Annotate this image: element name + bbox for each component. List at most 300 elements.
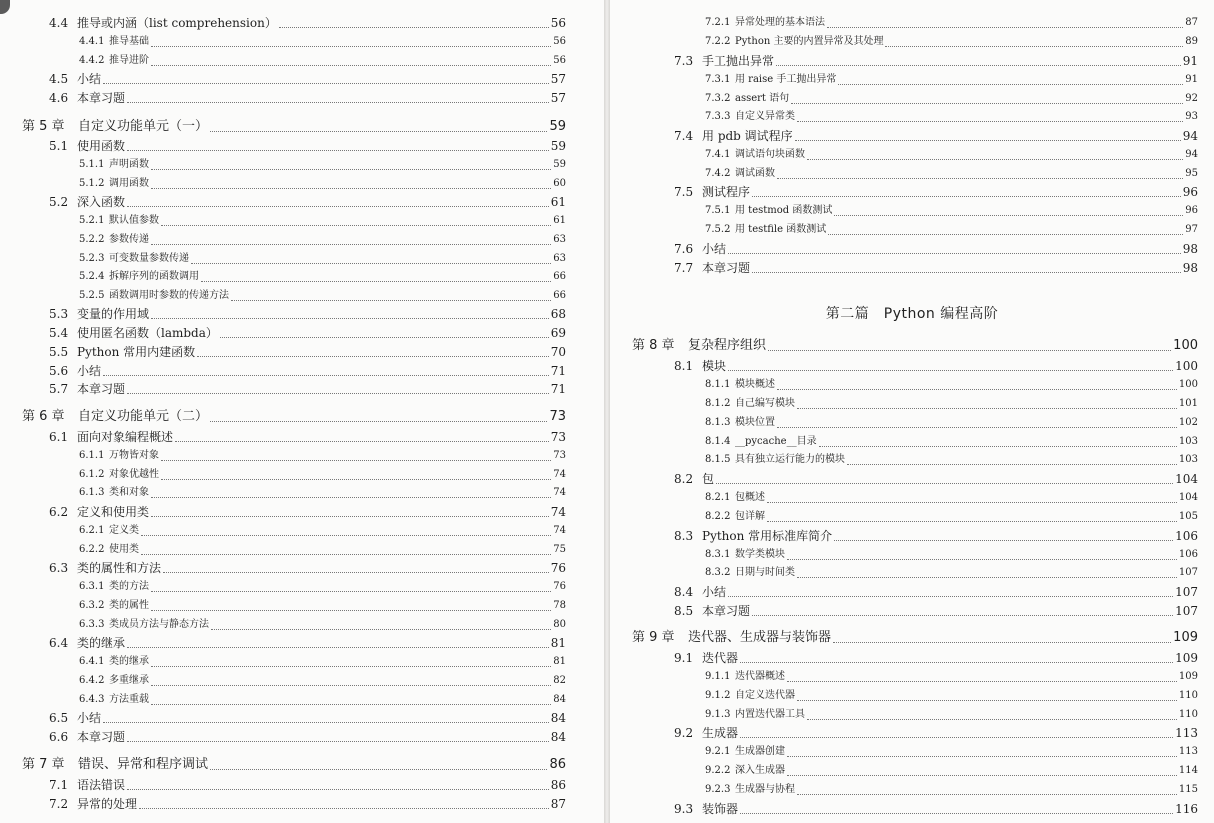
toc-dot-leader <box>141 534 551 536</box>
toc-dot-leader <box>797 793 1177 795</box>
toc-dot-leader <box>127 740 549 742</box>
toc-entry-title: 默认值参数 <box>109 215 159 226</box>
toc-entry-page: 63 <box>553 234 566 245</box>
toc-dot-leader <box>139 807 549 809</box>
toc-entry-page: 94 <box>1182 129 1198 143</box>
toc-entry-number: 8.1.1 <box>705 379 731 390</box>
toc-entry <box>79 541 566 559</box>
toc-entry <box>674 724 1198 742</box>
toc-entry-number: 6.4 <box>49 636 69 650</box>
toc-entry-title: 类的属性 <box>109 600 149 611</box>
toc-entry-number: 4.4 <box>49 16 69 30</box>
toc-entry <box>632 337 1198 355</box>
toc-entry-page: 68 <box>550 307 566 321</box>
toc-entry-title: 日期与时间类 <box>735 567 795 578</box>
toc-entry-number: 7.3.3 <box>705 111 731 122</box>
toc-entry-number: 9.1.1 <box>705 671 731 682</box>
toc-dot-leader <box>777 426 1177 428</box>
toc-entry-title: 生成器 <box>702 726 739 740</box>
toc-entry <box>79 466 566 484</box>
toc-entry-number: 9.2.3 <box>705 784 731 795</box>
toc-entry-title: 方法重载 <box>109 694 149 705</box>
toc-entry-title: 调试语句块函数 <box>735 149 805 160</box>
toc-entry <box>79 268 566 286</box>
toc-entry <box>49 137 566 155</box>
toc-dot-leader <box>151 45 551 47</box>
toc-entry-page: 98 <box>1182 261 1198 275</box>
toc-entry-page: 84 <box>550 730 566 744</box>
toc-entry-number: 5.2.1 <box>79 215 105 226</box>
toc-entry-page: 74 <box>553 525 566 536</box>
toc-entry-number: 8.3.2 <box>705 567 731 578</box>
toc-entry-page: 91 <box>1185 74 1198 85</box>
toc-entry-page: 61 <box>553 215 566 226</box>
toc-entry <box>49 728 566 746</box>
toc-entry-title: 类的属性和方法 <box>77 561 162 575</box>
toc-dot-leader <box>161 478 551 480</box>
toc-entry-page: 82 <box>553 675 566 686</box>
toc-entry <box>79 522 566 540</box>
toc-dot-leader <box>201 280 551 282</box>
toc-entry-page: 107 <box>1175 604 1198 618</box>
toc-entry-page: 116 <box>1175 802 1198 816</box>
toc-entry-page: 78 <box>553 600 566 611</box>
toc-entry-number: 9.2 <box>674 726 694 740</box>
toc-entry <box>49 634 566 652</box>
toc-dot-leader <box>807 718 1177 720</box>
toc-entry-page: 73 <box>549 409 566 424</box>
toc-entry <box>705 668 1198 686</box>
toc-entry-number: 8.1 <box>674 359 694 373</box>
toc-entry-number: 7.4.2 <box>705 168 731 179</box>
toc-entry <box>79 212 566 230</box>
toc-dot-leader <box>885 45 1183 47</box>
part-heading: 第二篇 Python 编程高阶 <box>825 306 999 322</box>
toc-entry-number: 9.1.3 <box>705 709 731 720</box>
toc-entry-title: 复杂程序组织 <box>688 338 767 353</box>
toc-entry <box>79 231 566 249</box>
toc-entry <box>705 489 1198 507</box>
toc-entry-number: 6.3.1 <box>79 581 105 592</box>
toc-dot-leader <box>716 482 1173 484</box>
toc-entry <box>705 546 1198 564</box>
toc-entry-number: 5.2.3 <box>79 253 105 264</box>
toc-entry-title: 自定义异常类 <box>735 111 795 122</box>
toc-entry <box>22 118 566 136</box>
toc-entry-title: 用 testmod 函数测试 <box>735 205 833 216</box>
toc-dot-leader <box>103 374 549 376</box>
toc-entry-page: 57 <box>550 72 566 86</box>
toc-entry-page: 73 <box>550 430 566 444</box>
toc-dot-leader <box>797 699 1177 701</box>
toc-entry <box>79 52 566 70</box>
toc-entry-number: 6.6 <box>49 730 69 744</box>
toc-dot-leader <box>151 187 551 189</box>
toc-entry <box>49 14 566 32</box>
toc-entry-title: assert 语句 <box>735 93 790 104</box>
toc-entry <box>79 156 566 174</box>
toc-entry-number: 8.3.1 <box>705 549 731 560</box>
toc-entry-number: 第 8 章 <box>632 338 675 353</box>
toc-entry-title: 异常处理的基本语法 <box>735 17 825 28</box>
toc-entry-number: 5.6 <box>49 364 69 378</box>
toc-entry-page: 74 <box>553 487 566 498</box>
toc-entry-title: 自定义功能单元（一） <box>78 119 209 134</box>
toc-entry-page: 56 <box>553 55 566 66</box>
toc-entry-number: 7.4 <box>674 129 694 143</box>
toc-entry-title: 万物皆对象 <box>109 450 159 461</box>
toc-entry-title: 深入生成器 <box>735 765 785 776</box>
toc-entry-page: 59 <box>549 119 566 134</box>
toc-entry <box>22 756 566 774</box>
toc-entry <box>674 527 1198 545</box>
toc-entry-title: 推导基础 <box>109 36 149 47</box>
toc-entry <box>705 165 1198 183</box>
toc-dot-leader <box>752 195 1181 197</box>
toc-entry-title: 调试函数 <box>735 168 775 179</box>
toc-entry-page: 75 <box>553 544 566 555</box>
toc-entry-title: 定义类 <box>109 525 139 536</box>
toc-entry-number: 6.1.1 <box>79 450 105 461</box>
toc-entry <box>79 484 566 502</box>
toc-entry-title: 自定义功能单元（二） <box>78 409 209 424</box>
toc-dot-leader <box>827 26 1183 28</box>
toc-entry-number: 7.3.2 <box>705 93 731 104</box>
toc-entry-number: 6.3.3 <box>79 619 105 630</box>
toc-entry-number: 9.2.1 <box>705 746 731 757</box>
toc-entry-title: 自己编写模块 <box>735 398 795 409</box>
toc-entry-page: 84 <box>553 694 566 705</box>
toc-dot-leader <box>127 101 549 103</box>
toc-entry-number: 5.1 <box>49 139 69 153</box>
toc-entry-page: 71 <box>550 364 566 378</box>
toc-dot-leader <box>740 661 1173 663</box>
toc-entry-title: Python 主要的内置异常及其处理 <box>735 36 884 47</box>
toc-entry-title: 面向对象编程概述 <box>77 430 174 444</box>
toc-dot-leader <box>279 26 549 28</box>
toc-entry-page: 86 <box>549 757 566 772</box>
toc-entry <box>674 52 1198 70</box>
toc-entry-number: 8.4 <box>674 585 694 599</box>
toc-entry-number: 5.4 <box>49 326 69 340</box>
toc-entry-title: 小结 <box>702 585 727 599</box>
toc-entry <box>674 583 1198 601</box>
toc-dot-leader <box>795 139 1181 141</box>
toc-dot-leader <box>127 392 549 394</box>
toc-entry-title: 使用类 <box>109 544 139 555</box>
toc-entry-number: 7.2 <box>49 797 69 811</box>
toc-entry-title: 类的继承 <box>77 636 126 650</box>
toc-entry-page: 59 <box>553 159 566 170</box>
toc-entry <box>705 376 1198 394</box>
toc-entry <box>79 616 566 634</box>
toc-entry-title: 类的继承 <box>109 656 149 667</box>
toc-entry-number: 6.2 <box>49 505 69 519</box>
toc-entry-number: 5.2 <box>49 195 69 209</box>
toc-entry-page: 106 <box>1175 529 1198 543</box>
toc-entry-title: 生成器创建 <box>735 746 785 757</box>
toc-dot-leader <box>151 64 551 66</box>
toc-entry-title: 小结 <box>77 711 102 725</box>
toc-entry-title: 模块 <box>702 359 727 373</box>
toc-entry-title: 迭代器概述 <box>735 671 785 682</box>
toc-entry <box>705 108 1198 126</box>
toc-entry-page: 57 <box>550 91 566 105</box>
toc-dot-leader <box>740 736 1173 738</box>
toc-entry-page: 66 <box>553 271 566 282</box>
toc-entry <box>705 781 1198 799</box>
toc-entry-page: 96 <box>1182 185 1198 199</box>
toc-entry <box>49 428 566 446</box>
toc-entry-page: 103 <box>1178 454 1198 465</box>
toc-entry-title: 迭代器 <box>702 651 739 665</box>
toc-dot-leader <box>797 120 1183 122</box>
toc-entry-page: 86 <box>550 778 566 792</box>
toc-entry-title: 使用函数 <box>77 139 126 153</box>
toc-entry-page: 94 <box>1185 149 1198 160</box>
toc-dot-leader <box>834 539 1173 541</box>
toc-entry-number: 7.5.2 <box>705 224 731 235</box>
toc-dot-leader <box>163 571 549 573</box>
toc-entry-number: 9.1 <box>674 651 694 665</box>
toc-entry-number: 6.3.2 <box>79 600 105 611</box>
toc-entry <box>705 71 1198 89</box>
toc-entry-page: 101 <box>1178 398 1198 409</box>
toc-entry <box>705 508 1198 526</box>
toc-entry <box>49 343 566 361</box>
toc-entry-page: 93 <box>1185 111 1198 122</box>
toc-entry <box>79 597 566 615</box>
toc-entry-title: 定义和使用类 <box>77 505 150 519</box>
toc-entry-number: 7.4.1 <box>705 149 731 160</box>
toc-entry-page: 109 <box>1173 630 1198 645</box>
toc-entry-number: 7.2.2 <box>705 36 731 47</box>
toc-dot-leader <box>776 64 1181 66</box>
toc-entry-page: 66 <box>553 290 566 301</box>
toc-dot-leader <box>151 168 551 170</box>
toc-entry-page: 98 <box>1182 242 1198 256</box>
toc-entry-number: 4.5 <box>49 72 69 86</box>
toc-entry-page: 91 <box>1182 54 1198 68</box>
toc-entry-number: 8.2 <box>674 472 694 486</box>
toc-entry <box>79 653 566 671</box>
toc-entry-number: 7.3.1 <box>705 74 731 85</box>
toc-entry-title: 具有独立运行能力的模块 <box>735 454 845 465</box>
toc-entry-title: 声明函数 <box>109 159 149 170</box>
toc-dot-leader <box>787 680 1177 682</box>
toc-entry <box>49 70 566 88</box>
toc-entry-page: 60 <box>553 178 566 189</box>
toc-entry-title: 自定义迭代器 <box>735 690 795 701</box>
toc-entry-page: 80 <box>553 619 566 630</box>
toc-entry-number: 6.1.2 <box>79 469 105 480</box>
toc-entry-title: 模块概述 <box>735 379 775 390</box>
toc-entry-page: 109 <box>1178 671 1198 682</box>
toc-entry-number: 5.3 <box>49 307 69 321</box>
toc-entry <box>49 380 566 398</box>
toc-entry-number: 6.4.3 <box>79 694 105 705</box>
toc-entry-title: 包概述 <box>735 492 765 503</box>
toc-entry-number: 8.1.4 <box>705 436 731 447</box>
toc-entry-title: 迭代器、生成器与装饰器 <box>688 630 832 645</box>
toc-entry-page: 74 <box>553 469 566 480</box>
toc-entry-title: 数学类模块 <box>735 549 785 560</box>
toc-entry-number: 6.1.3 <box>79 487 105 498</box>
toc-entry <box>79 33 566 51</box>
toc-entry-title: 推导或内涵（list comprehension） <box>77 16 277 30</box>
toc-dot-leader <box>752 614 1173 616</box>
toc-dot-leader <box>847 463 1177 465</box>
toc-entry-number: 第 6 章 <box>22 409 65 424</box>
toc-entry-title: 本章习题 <box>702 604 751 618</box>
toc-entry-page: 63 <box>553 253 566 264</box>
toc-entry-page: 71 <box>550 382 566 396</box>
toc-entry-page: 87 <box>550 797 566 811</box>
toc-entry-title: 类和对象 <box>109 487 149 498</box>
toc-entry-number: 9.1.2 <box>705 690 731 701</box>
toc-entry-number: 6.5 <box>49 711 69 725</box>
toc-entry <box>705 687 1198 705</box>
toc-entry-page: 95 <box>1185 168 1198 179</box>
toc-entry-number: 7.1 <box>49 778 69 792</box>
toc-entry <box>705 221 1198 239</box>
toc-entry <box>632 629 1198 647</box>
toc-entry <box>705 414 1198 432</box>
toc-dot-leader <box>127 205 549 207</box>
toc-entry-number: 6.3 <box>49 561 69 575</box>
toc-entry <box>49 193 566 211</box>
toc-entry-title: 本章习题 <box>77 382 126 396</box>
toc-dot-leader <box>210 768 547 770</box>
toc-entry-title: 包 <box>702 472 715 486</box>
toc-dot-leader <box>797 407 1177 409</box>
toc-dot-leader <box>220 336 549 338</box>
toc-entry <box>705 433 1198 451</box>
toc-entry-page: 73 <box>553 450 566 461</box>
toc-entry <box>79 578 566 596</box>
toc-entry-page: 56 <box>550 16 566 30</box>
toc-dot-leader <box>210 420 547 422</box>
toc-entry <box>674 649 1198 667</box>
toc-entry-page: 69 <box>550 326 566 340</box>
toc-dot-leader <box>834 214 1183 216</box>
toc-entry <box>79 672 566 690</box>
toc-entry <box>674 259 1198 277</box>
toc-dot-leader <box>127 646 549 648</box>
toc-entry-title: 测试程序 <box>702 185 751 199</box>
toc-entry <box>49 709 566 727</box>
toc-entry <box>49 559 566 577</box>
toc-dot-leader <box>797 576 1177 578</box>
toc-entry-number: 8.1.2 <box>705 398 731 409</box>
toc-entry-number: 7.3 <box>674 54 694 68</box>
toc-dot-leader <box>191 262 551 264</box>
toc-entry-title: 多重继承 <box>109 675 149 686</box>
toc-dot-leader <box>787 755 1177 757</box>
toc-entry-number: 第 9 章 <box>632 630 675 645</box>
toc-entry-number: 4.4.1 <box>79 36 105 47</box>
toc-dot-leader <box>103 82 549 84</box>
toc-entry-page: 106 <box>1178 549 1198 560</box>
toc-entry-number: 8.1.5 <box>705 454 731 465</box>
toc-dot-leader <box>151 317 549 319</box>
toc-entry-page: 70 <box>550 345 566 359</box>
toc-dot-leader <box>231 299 551 301</box>
toc-dot-leader <box>161 224 551 226</box>
toc-entry-title: 参数传递 <box>109 234 149 245</box>
toc-entry-page: 100 <box>1173 338 1198 353</box>
toc-entry-number: 8.1.3 <box>705 417 731 428</box>
toc-entry-page: 100 <box>1175 359 1198 373</box>
toc-entry <box>79 250 566 268</box>
toc-entry <box>79 691 566 709</box>
toc-entry <box>705 743 1198 761</box>
toc-dot-leader <box>787 558 1177 560</box>
toc-entry-number: 第 5 章 <box>22 119 65 134</box>
toc-entry-page: 76 <box>550 561 566 575</box>
toc-dot-leader <box>151 515 549 517</box>
toc-entry-title: 小结 <box>702 242 727 256</box>
toc-dot-leader <box>127 149 549 151</box>
toc-entry <box>705 202 1198 220</box>
toc-entry <box>49 503 566 521</box>
toc-entry <box>705 706 1198 724</box>
toc-entry-number: 5.2.5 <box>79 290 105 301</box>
toc-dot-leader <box>151 703 551 705</box>
toc-entry-title: 语法错误 <box>77 778 126 792</box>
toc-dot-leader <box>740 812 1173 814</box>
toc-entry-page: 104 <box>1178 492 1198 503</box>
toc-entry-page: 107 <box>1178 567 1198 578</box>
toc-entry <box>674 357 1198 375</box>
toc-dot-leader <box>819 445 1177 447</box>
toc-entry-title: 类成员方法与静态方法 <box>109 619 209 630</box>
toc-entry <box>705 33 1198 51</box>
toc-entry-number: 6.1 <box>49 430 69 444</box>
toc-entry <box>79 447 566 465</box>
toc-entry-page: 84 <box>550 711 566 725</box>
corner-mark <box>0 0 10 14</box>
toc-entry-number: 7.5.1 <box>705 205 731 216</box>
toc-entry-number: 8.2.2 <box>705 511 731 522</box>
toc-dot-leader <box>728 595 1173 597</box>
toc-entry <box>674 470 1198 488</box>
toc-entry <box>79 287 566 305</box>
toc-dot-leader <box>175 440 549 442</box>
toc-dot-leader <box>211 628 551 630</box>
toc-entry-title: 深入函数 <box>77 195 126 209</box>
toc-entry-page: 100 <box>1178 379 1198 390</box>
toc-entry-title: 变量的作用域 <box>77 307 150 321</box>
toc-entry-number: 5.1.1 <box>79 159 105 170</box>
toc-entry-title: 用 pdb 调试程序 <box>702 129 793 143</box>
toc-entry-title: 模块位置 <box>735 417 775 428</box>
toc-entry-page: 89 <box>1185 36 1198 47</box>
toc-entry-page: 59 <box>550 139 566 153</box>
toc-entry <box>705 564 1198 582</box>
toc-entry-page: 87 <box>1185 17 1198 28</box>
toc-dot-leader <box>828 233 1183 235</box>
toc-entry-page: 113 <box>1178 746 1198 757</box>
toc-entry-number: 6.2.1 <box>79 525 105 536</box>
toc-entry-number: 7.7 <box>674 261 694 275</box>
toc-entry <box>49 324 566 342</box>
toc-entry-number: 5.5 <box>49 345 69 359</box>
toc-entry-page: 107 <box>1175 585 1198 599</box>
toc-entry-title: 对象优越性 <box>109 469 159 480</box>
toc-dot-leader <box>151 609 551 611</box>
left-page <box>0 0 604 823</box>
